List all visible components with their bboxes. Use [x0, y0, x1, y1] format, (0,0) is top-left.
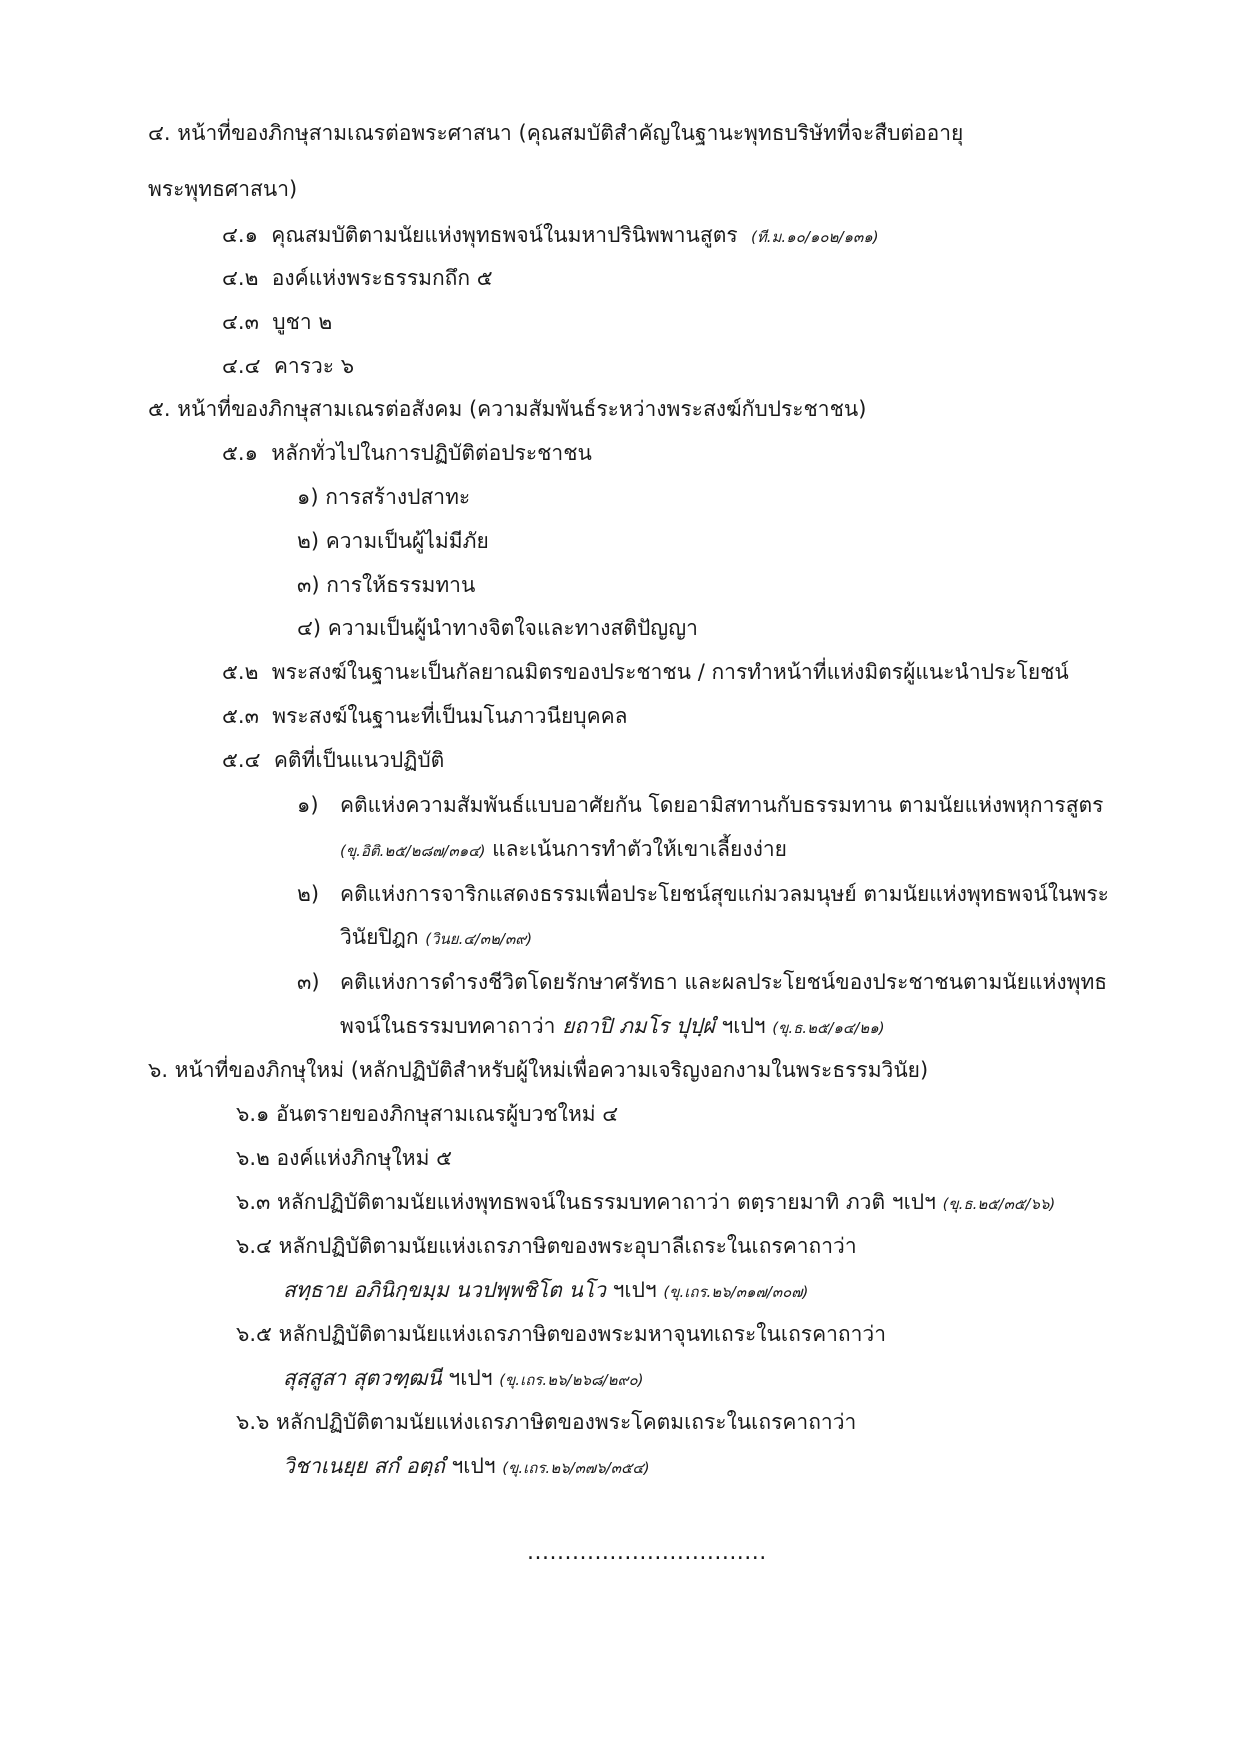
sub-item-text: คติแห่งการดำรงชีวิตโดยรักษาศรัทธา และผลประโยชน์ของประชาชนตามนัยแห่งพุทธ [340, 970, 1108, 994]
sub-item: ๒) ความเป็นผู้ไม่มีภัย [297, 529, 489, 553]
sub-item-num: ๒) [297, 882, 320, 906]
sub-item-num: ๑) [297, 793, 319, 817]
citation: (ขุ.เถร.๒๖/๒๖๘/๒๙๐) [499, 1371, 644, 1389]
end-divider: ................................ [527, 1540, 767, 1565]
section-4-heading: ๔. หน้าที่ของภิกษุสามเณรต่อพระศาสนา (คุณสมบัติสำคัญในฐานะพุทธบริษัทที่จะสืบต่ออายุ [148, 121, 964, 145]
sub-item: ๔) ความเป็นผู้นำทางจิตใจและทางสติปัญญา [297, 616, 698, 640]
citation: (ขุ.ธ.๒๕/๓๕/๖๖) [942, 1195, 1056, 1213]
item-4-1: ๔.๑ คุณสมบัติตามนัยแห่งพุทธพจน์ในมหาปรินิพพานสูตร (ที.ม.๑๐/๑๐๒/๑๓๑) [222, 223, 879, 247]
citation: (วินย.๔/๓๒/๓๙) [425, 930, 533, 948]
item-6-1: ๖.๑ อันตรายของภิกษุสามเณรผู้บวชใหม่ ๔ [236, 1102, 619, 1126]
sub-item-text: คติแห่งการจาริกแสดงธรรมเพื่อประโยชน์สุขแก่มวลมนุษย์ ตามนัยแห่งพุทธพจน์ในพระ [340, 882, 1109, 906]
pali-verse: สุสฺสูสา สุตวฑฺฒนี [283, 1366, 442, 1390]
sub-item-text-cont: (ขุ.อิติ.๒๕/๒๘๗/๓๑๔) และเน้นการทำตัวให้เขาเลี้ยงง่าย [340, 837, 787, 861]
pali-verse: สทฺธาย อภินิกฺขมฺม นวปพฺพชิโต นโว [283, 1278, 606, 1302]
citation: (ที.ม.๑๐/๑๐๒/๑๓๑) [750, 228, 879, 246]
section-4-heading-cont: พระพุทธศาสนา) [148, 177, 298, 201]
item-4-2: ๔.๒ องค์แห่งพระธรรมกถึก ๕ [222, 266, 493, 290]
citation: (ขุ.เถร.๒๖/๓๗๖/๓๕๔) [502, 1459, 650, 1477]
sub-item-text: คติแห่งความสัมพันธ์แบบอาศัยกัน โดยอามิสทานกับธรรมทาน ตามนัยแห่งพหุการสูตร [340, 793, 1104, 817]
citation: (ขุ.เถร.๒๖/๓๑๗/๓๐๗) [663, 1283, 809, 1301]
item-6-3: ๖.๓ หลักปฏิบัติตามนัยแห่งพุทธพจน์ในธรรมบทคาถาว่า ตตฺรายมาทิ ภวติ ฯเปฯ (ขุ.ธ.๒๕/๓๕/๖๖) [236, 1190, 1056, 1214]
item-6-5-verse: สุสฺสูสา สุตวฑฺฒนี ฯเปฯ (ขุ.เถร.๒๖/๒๖๘/๒๙๐) [283, 1366, 644, 1390]
item-6-6-verse: วิชาเนยฺย สกํ อตฺถํ ฯเปฯ (ขุ.เถร.๒๖/๓๗๖/๓๕๔) [283, 1454, 650, 1478]
item-6-6: ๖.๖ หลักปฏิบัติตามนัยแห่งเถรภาษิตของพระโคตมเถระในเถรคาถาว่า [236, 1410, 857, 1434]
item-5-3: ๕.๓ พระสงฆ์ในฐานะที่เป็นมโนภาวนียบุคคล [222, 704, 628, 728]
pali-verse: วิชาเนยฺย สกํ อตฺถํ [283, 1454, 445, 1478]
item-5-4: ๕.๔ คติที่เป็นแนวปฏิบัติ [222, 748, 445, 772]
item-6-2: ๖.๒ องค์แห่งภิกษุใหม่ ๕ [236, 1146, 452, 1170]
pali-verse: ยถาปิ ภมโร ปุปฺผํ [562, 1014, 715, 1038]
item-6-4: ๖.๔ หลักปฏิบัติตามนัยแห่งเถรภาษิตของพระอุบาลีเถระในเถรคาถาว่า [236, 1234, 857, 1258]
sub-item: ๑) การสร้างปสาทะ [297, 485, 471, 509]
citation: (ขุ.อิติ.๒๕/๒๘๗/๓๑๔) [340, 842, 486, 860]
item-4-4: ๔.๔ คารวะ ๖ [222, 354, 355, 378]
sub-item: ๓) การให้ธรรมทาน [297, 573, 476, 597]
item-5-2: ๕.๒ พระสงฆ์ในฐานะเป็นกัลยาณมิตรของประชาชน / การทำหน้าที่แห่งมิตรผู้แนะนำประโยชน์ [222, 660, 1069, 684]
sub-item-text-cont: พจน์ในธรรมบทคาถาว่า ยถาปิ ภมโร ปุปฺผํ ฯเปฯ (ขุ.ธ.๒๕/๑๔/๒๑) [340, 1014, 885, 1038]
section-6-heading: ๖. หน้าที่ของภิกษุใหม่ (หลักปฏิบัติสำหรับผู้ใหม่เพื่อความเจริญงอกงามในพระธรรมวินัย) [148, 1058, 929, 1082]
citation: (ขุ.ธ.๒๕/๑๔/๒๑) [772, 1019, 885, 1037]
item-6-5: ๖.๕ หลักปฏิบัติตามนัยแห่งเถรภาษิตของพระมหาจุนทเถระในเถรคาถาว่า [236, 1322, 887, 1346]
section-5-heading: ๕. หน้าที่ของภิกษุสามเณรต่อสังคม (ความสัมพันธ์ระหว่างพระสงฆ์กับประชาชน) [148, 397, 867, 421]
sub-item-text-cont: วินัยปิฎก (วินย.๔/๓๒/๓๙) [340, 925, 533, 949]
sub-item-num: ๓) [297, 970, 320, 994]
item-6-4-verse: สทฺธาย อภินิกฺขมฺม นวปพฺพชิโต นโว ฯเปฯ (ขุ.เถร.๒๖/๓๑๗/๓๐๗) [283, 1278, 809, 1302]
item-4-3: ๔.๓ บูชา ๒ [222, 310, 333, 334]
item-5-1: ๕.๑ หลักทั่วไปในการปฏิบัติต่อประชาชน [222, 441, 592, 465]
